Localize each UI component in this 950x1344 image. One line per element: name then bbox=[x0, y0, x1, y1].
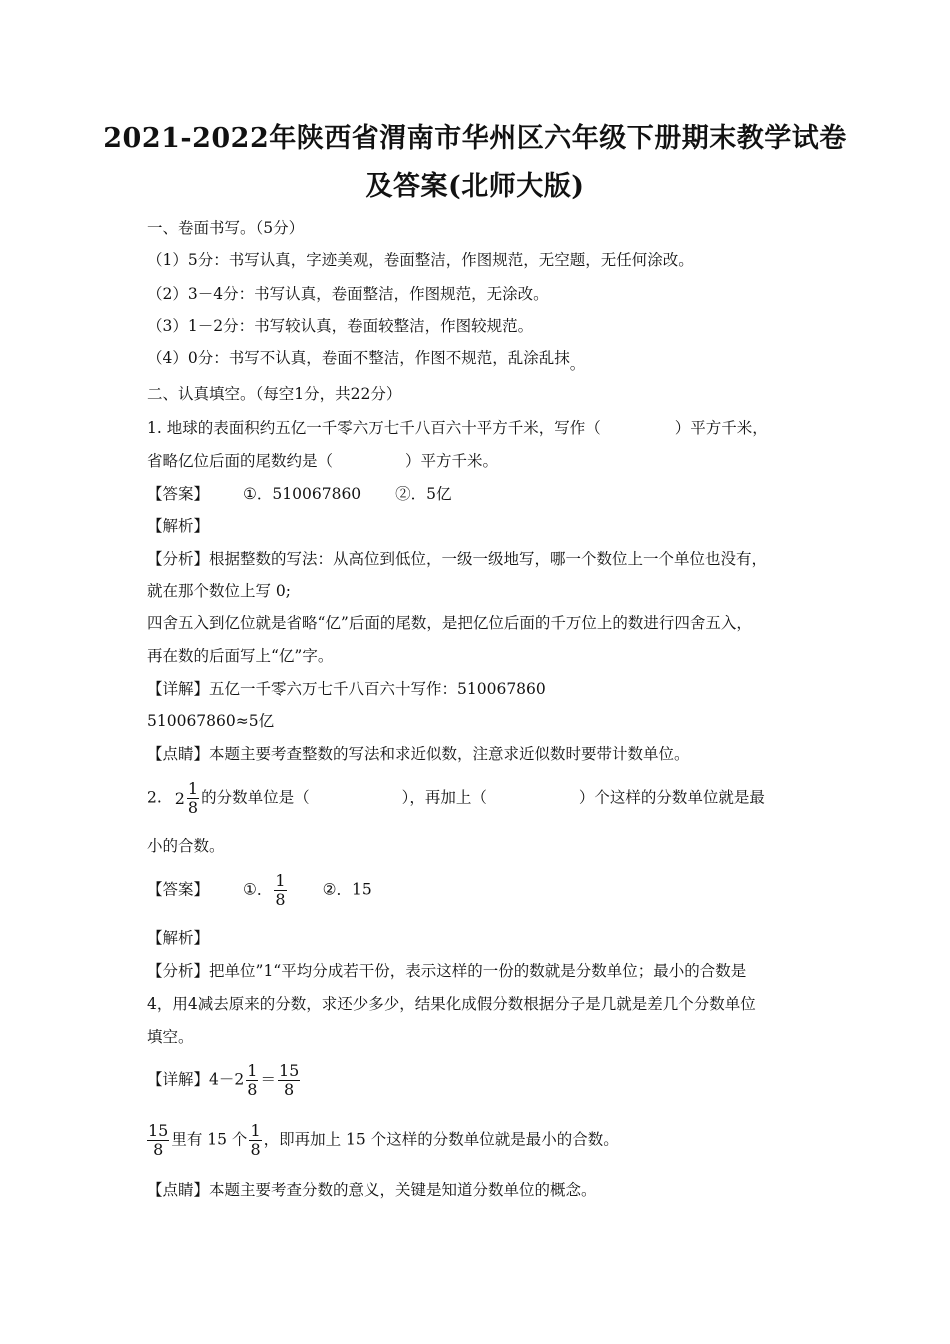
q2-xiangjie bbox=[147, 1062, 302, 1099]
doc-title-line1: 2021-2022年陕西省渭南市华州区六年级下册期末教学试卷 bbox=[103, 123, 847, 154]
dianjing-label: 【点睛】 bbox=[147, 745, 210, 763]
section1-item-period: 。 bbox=[569, 355, 586, 373]
q1-fenxi-line: 再在数的后面写上“亿”字。 bbox=[147, 647, 334, 665]
q2-stem-text: ），再加上（ bbox=[401, 788, 487, 807]
q2-fenxi-line: 填空。 bbox=[147, 1028, 194, 1046]
section1-heading: 一、卷面书写。（5分） bbox=[147, 219, 305, 237]
frac-denominator: 8 bbox=[278, 1080, 300, 1099]
doc-title-line2: 及答案(北师大版) bbox=[365, 171, 585, 202]
fraction bbox=[249, 1122, 261, 1159]
q2-answer bbox=[147, 872, 372, 909]
fraction bbox=[187, 780, 199, 817]
fraction bbox=[147, 1122, 169, 1159]
q2-fenxi-line: 4，用4减去原来的分数，求还少多少，结果化成假分数根据分子是几就是差几个分数单位 bbox=[147, 995, 756, 1013]
section1-item: （3）1－2分：书写较认真，卷面较整洁，作图较规范。 bbox=[147, 317, 534, 335]
answer-label: 【答案】 bbox=[147, 485, 210, 503]
q2-number: 2. bbox=[147, 788, 162, 807]
q1-jiexi-label: 【解析】 bbox=[147, 517, 210, 535]
answer-value: ②．15 bbox=[322, 880, 372, 899]
q2-dianjing bbox=[147, 1180, 597, 1200]
fenxi-text: 根据整数的写法：从高位到低位，一级一级地写，哪一个数位上一个单位也没有， bbox=[209, 550, 768, 568]
q2-stem-text: 的分数单位是（ bbox=[201, 788, 310, 807]
q2-fenxi bbox=[147, 961, 746, 981]
frac-denominator: 8 bbox=[147, 1140, 169, 1159]
section2-heading: 二、认真填空。（每空1分，共22分） bbox=[147, 385, 402, 403]
q1-xiangjie bbox=[147, 679, 546, 699]
q2-jiexi-label: 【解析】 bbox=[147, 929, 210, 947]
frac-denominator: 8 bbox=[247, 1080, 258, 1099]
xiangjie-label: 【详解】 bbox=[147, 1070, 210, 1089]
answer-value: ①．510067860 bbox=[243, 485, 362, 503]
q1-stem-line2 bbox=[147, 451, 498, 471]
xiangjie-text: ，即再加上 15 个这样的分数单位就是最小的合数。 bbox=[263, 1130, 619, 1149]
dianjing-text: 本题主要考查整数的写法和求近似数，注意求近似数时要带计数单位。 bbox=[209, 745, 690, 763]
fenxi-label: 【分析】 bbox=[147, 550, 210, 568]
dianjing-label: 【点睛】 bbox=[147, 1181, 210, 1199]
q1-fenxi bbox=[147, 549, 767, 569]
fraction bbox=[246, 1062, 258, 1099]
frac-denominator: 8 bbox=[250, 1140, 261, 1159]
frac-numerator: 15 bbox=[278, 1061, 300, 1080]
frac-numerator: 15 bbox=[148, 1121, 169, 1140]
frac-denominator: 8 bbox=[275, 890, 286, 909]
fraction bbox=[274, 872, 286, 909]
dianjing-text: 本题主要考查分数的意义，关键是知道分数单位的概念。 bbox=[209, 1181, 597, 1199]
section1-item: （1）5分：书写认真，字迹美观，卷面整洁，作图规范，无空题，无任何涂改。 bbox=[147, 251, 694, 269]
answer-value: ②．5亿 bbox=[395, 485, 452, 503]
fenxi-label: 【分析】 bbox=[147, 962, 210, 980]
q2-stem-line1 bbox=[147, 780, 765, 817]
section1-item bbox=[147, 348, 586, 373]
section1-item: （2）3－4分：书写认真，卷面整洁，作图规范，无涂改。 bbox=[147, 285, 549, 303]
frac-numerator: 1 bbox=[250, 1121, 261, 1140]
xiangjie-text: 五亿一千零六万七千八百六十写作：510067860 bbox=[209, 680, 546, 698]
xiangjie-text: 4－2 bbox=[209, 1070, 245, 1089]
q1-fenxi-line: 就在那个数位上写 0; bbox=[147, 582, 292, 600]
frac-numerator: 1 bbox=[275, 871, 286, 890]
frac-denominator: 8 bbox=[187, 798, 199, 817]
q1-fenxi-line: 四舍五入到亿位就是省略“亿”后面的尾数，是把亿位后面的千万位上的数进行四舍五入， bbox=[147, 614, 752, 632]
q1-stem-line1 bbox=[147, 418, 768, 438]
fraction bbox=[278, 1062, 300, 1099]
q2-xiangjie-line bbox=[147, 1122, 619, 1159]
xiangjie-label: 【详解】 bbox=[147, 680, 210, 698]
q1-answer bbox=[147, 484, 452, 504]
answer-label: 【答案】 bbox=[147, 880, 210, 899]
frac-numerator: 1 bbox=[187, 779, 199, 798]
mixed-whole: 2 bbox=[174, 788, 185, 808]
q2-stem-line2: 小的合数。 bbox=[147, 837, 225, 855]
equals-sign: ＝ bbox=[260, 1070, 276, 1089]
frac-numerator: 1 bbox=[247, 1061, 258, 1080]
q1-stem-text: ）平方千米。 bbox=[405, 452, 499, 470]
q1-xiangjie-line: 510067860≈5亿 bbox=[147, 712, 275, 730]
answer-value: ①． bbox=[243, 880, 273, 899]
fenxi-text: 把单位”1“平均分成若干份，表示这样的一份的数就是分数单位；最小的合数是 bbox=[209, 962, 747, 980]
q1-stem-text: ）平方千米， bbox=[674, 419, 768, 437]
q1-stem-text: 省略亿位后面的尾数约是（ bbox=[147, 452, 334, 470]
q1-dianjing bbox=[147, 744, 690, 764]
section1-item-text: （4）0分：书写不认真，卷面不整洁，作图不规范，乱涂乱抹 bbox=[147, 349, 570, 367]
q2-stem-text: ）个这样的分数单位就是最 bbox=[578, 788, 765, 807]
q1-stem-text: 1. 地球的表面积约五亿一千零六万七千八百六十平方千米，写作（ bbox=[147, 419, 601, 437]
xiangjie-text: 里有 15 个 bbox=[171, 1130, 248, 1149]
